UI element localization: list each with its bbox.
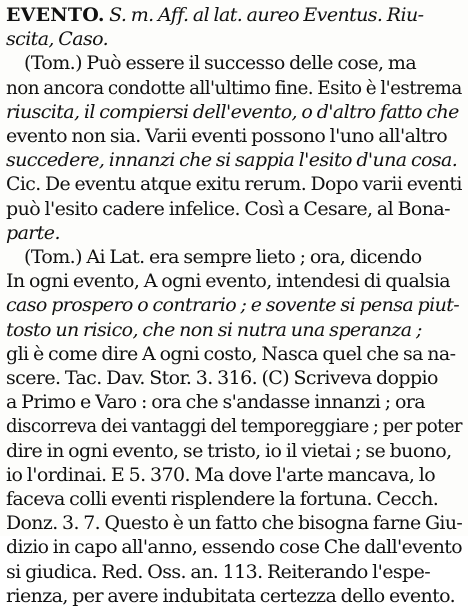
- entry-line-23: dizio in capo all'anno, essendo cose Che dall'evento: [6, 536, 463, 559]
- entry-line-11: (Tom.) Ai Lat. era sempre lieto ; ora, dicendo: [24, 246, 422, 269]
- entry-line-17: a Primo e Varo : ora che s'andasse innanzi ; ora: [6, 391, 425, 414]
- entry-tommaseo-paragraph-1: [6, 51, 462, 245]
- entry-line-7: succedere, innanzi che si sappia l'esito d'una cosa.: [6, 149, 458, 172]
- entry-line-15: gli è come dire A ogni costo, Nasca quel che sa na-: [6, 342, 456, 365]
- entry-line-22: Donz. 3. 7. Questo è un fatto che bisogna farne Giu-: [6, 512, 463, 535]
- entry-line-1: [6, 3, 462, 27]
- entry-grammar-etymology: S. m. Aff. al lat. aureo Eventus. Riu-: [104, 4, 424, 26]
- entry-line-9: può l'esito cadere infelice. Così a Cesare, al Bona-: [6, 197, 450, 220]
- entry-line-12: In ogni evento, A ogni evento, intendesi di qualsia: [6, 270, 451, 293]
- entry-line-6: evento non sia. Varii eventi possono l'uno all'altro: [6, 125, 448, 148]
- entry-line-10: parte.: [6, 221, 60, 244]
- entry-line-3: (Tom.) Può essere il successo delle cose, ma: [24, 52, 417, 75]
- entry-line-5: riuscita, il compiersi dell'evento, o d'altro fatto che: [6, 100, 459, 123]
- entry-line-25: rienza, per avere indubitata certezza dello evento.: [6, 584, 456, 607]
- entry-definition-paragraph: [6, 3, 462, 51]
- entry-line-2: scita, Caso.: [6, 28, 109, 51]
- entry-line-16: scere. Tac. Dav. Stor. 3. 316. (C) Scriveva doppio: [6, 367, 438, 390]
- entry-line-13: caso prospero o contrario ; e sovente si pensa piut-: [6, 294, 460, 317]
- entry-line-18: discorreva dei vantaggi del temporeggiare ; per poter: [6, 415, 462, 438]
- entry-line-4: non ancora condotte all'ultimo fine. Esito è l'estrema: [6, 76, 462, 99]
- entry-line-21: faceva colli eventi risplendere la fortuna. Cecch.: [6, 488, 439, 511]
- entry-headword: EVENTO.: [6, 4, 105, 26]
- entry-tommaseo-paragraph-2: [6, 245, 462, 608]
- entry-line-14: tosto un risico, che non si nutra una speranza ;: [6, 318, 422, 341]
- entry-line-19: dire in ogni evento, se tristo, io il vietai ; se buono,: [6, 439, 452, 462]
- entry-line-24: si giudica. Red. Oss. an. 113. Reiterando l'espe-: [6, 560, 431, 583]
- dictionary-entry-evento: [6, 3, 462, 608]
- entry-line-20: io l'ordinai. E 5. 370. Ma dove l'arte mancava, lo: [6, 463, 436, 486]
- entry-line-8: Cic. De eventu atque exitu rerum. Dopo varii eventi: [6, 173, 462, 196]
